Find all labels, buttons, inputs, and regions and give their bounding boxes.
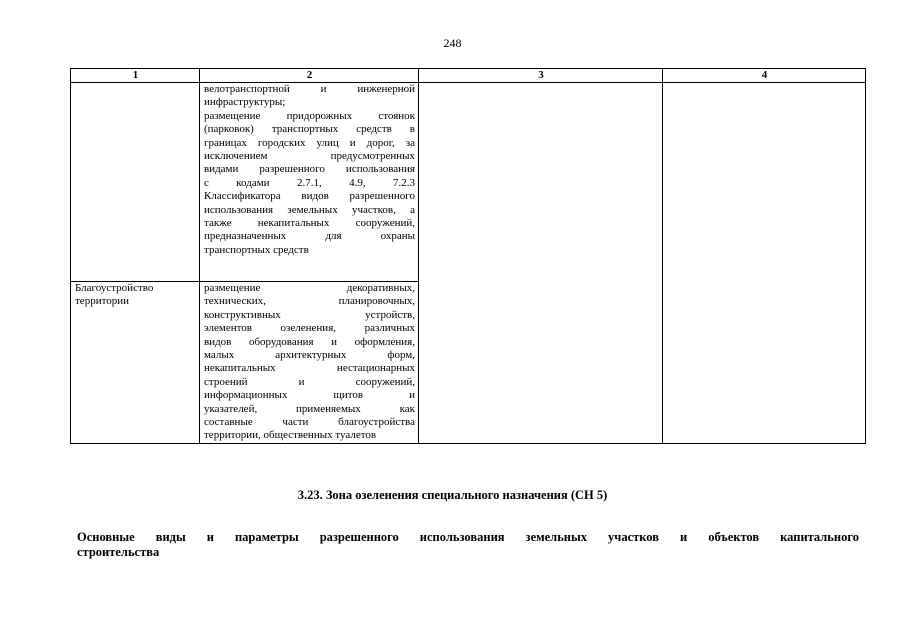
column-4-cell	[663, 83, 866, 444]
description-line: также некапитальных сооружений,	[204, 217, 415, 230]
description-line: размещение придорожных стоянок	[204, 109, 415, 122]
description-line: использования земельных участков, а	[204, 203, 415, 216]
description-line: видов оборудования и оформления,	[204, 335, 415, 348]
subheading-line: Основные виды и параметры разрешенного использования земельных участков и объектов капитального	[77, 530, 859, 544]
column-header-2: 2	[200, 69, 419, 83]
description-line: транспортных средств	[204, 243, 309, 256]
description-line: конструктивных устройств,	[204, 308, 415, 321]
description-line: элементов озеленения, различных	[204, 322, 415, 335]
use-name-cell	[71, 83, 200, 282]
zoning-table	[70, 68, 866, 444]
use-name-line: территории	[75, 295, 130, 308]
column-3-cell	[419, 83, 663, 444]
description-line: предназначенных для охраны	[204, 230, 415, 243]
column-header-3: 3	[419, 69, 663, 83]
section-heading: 3.23. Зона озеленения специального назначения (СН 5)	[297, 488, 608, 502]
description-line: малых архитектурных форм,	[204, 349, 415, 362]
subheading	[77, 530, 859, 560]
description-line: с кодами 2.7.1, 4.9, 7.2.3	[204, 176, 415, 189]
use-name-cell	[71, 282, 200, 444]
table-row	[71, 83, 866, 282]
description-line: исключением предусмотренных	[204, 150, 415, 163]
description-line: Классификатора видов разрешенного	[204, 190, 415, 203]
column-header-4: 4	[663, 69, 866, 83]
description-line: инфраструктуры;	[204, 96, 286, 109]
table-header-row	[71, 69, 866, 83]
description-line: указателей, применяемых как	[204, 402, 415, 415]
description-line: технических, планировочных,	[204, 295, 415, 308]
use-name-line: Благоустройство	[75, 282, 154, 294]
description-line: информационных щитов и	[204, 389, 415, 402]
description-line: видами разрешенного использования	[204, 163, 415, 176]
page-number: 248	[443, 36, 462, 50]
description-line: территории, общественных туалетов	[204, 429, 377, 442]
description-line: велотранспортной и инженерной	[204, 83, 415, 95]
description-line: (парковок) транспортных средств в	[204, 123, 415, 136]
description-line: границах городских улиц и дорог, за	[204, 136, 415, 149]
use-description-cell	[200, 83, 419, 282]
description-line: размещение декоративных,	[204, 282, 415, 294]
use-description-cell	[200, 282, 419, 444]
description-line: некапитальных нестационарных	[204, 362, 415, 375]
description-line: строений и сооружений,	[204, 375, 415, 388]
column-header-1: 1	[71, 69, 200, 83]
description-line: составные части благоустройства	[204, 416, 415, 429]
subheading-line: строительства	[77, 545, 160, 559]
